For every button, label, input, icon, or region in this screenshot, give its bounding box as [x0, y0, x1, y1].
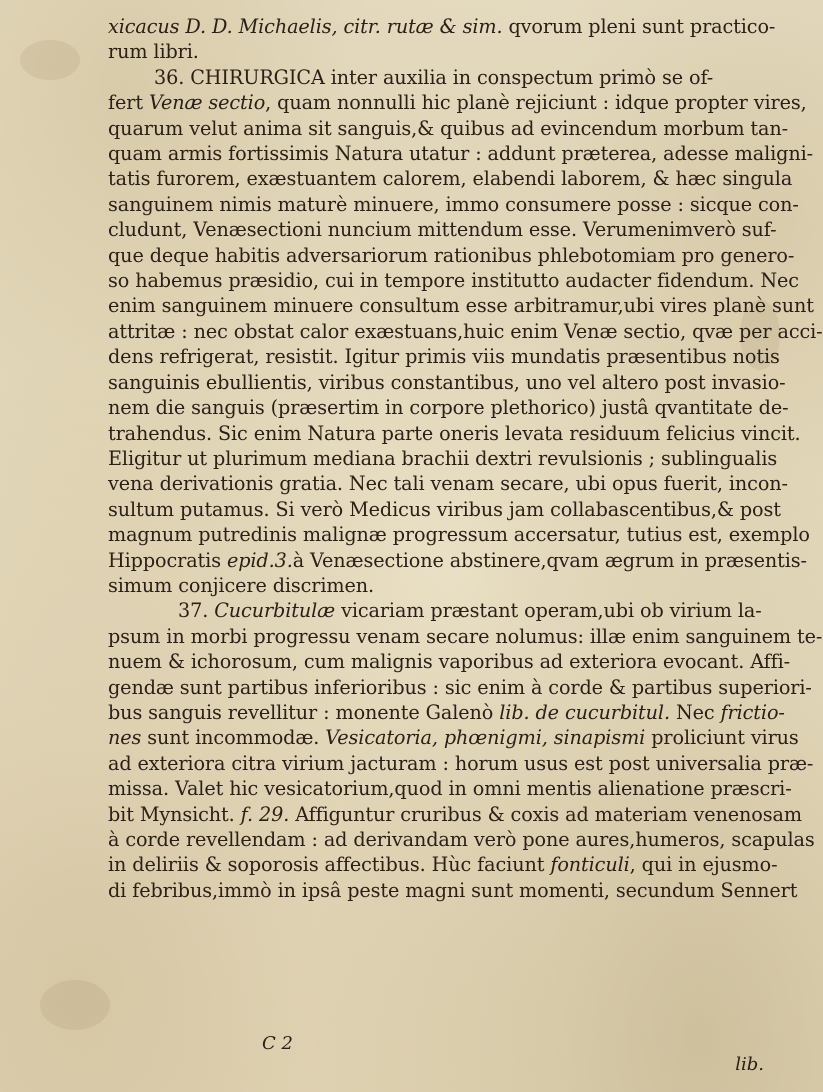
text-run: qvorum pleni sunt practico-: [502, 15, 776, 38]
text-run: rt: [780, 878, 798, 902]
body-text: [108, 14, 823, 903]
text-run: tatis furorem, exæstuantem calorem, elabendi laborem, & hæc singula: [108, 167, 793, 191]
text-line: [108, 293, 814, 318]
text-run: missa. Valet hic vesicatorium,quod in omni mentis alienatione præscri-: [108, 777, 792, 801]
text-line: [108, 878, 798, 903]
text-run: 37.: [178, 599, 215, 623]
italic-text: Vesicatoria, phœnigmi, sinapismi: [325, 726, 646, 750]
signature-mark: C 2: [262, 1033, 293, 1054]
italic-text: fonticuli: [550, 853, 630, 877]
text-run: Eligitur ut plurimum mediana brachii dextri revulsionis ; sublingualis: [108, 446, 778, 470]
text-line: [108, 725, 799, 750]
text-run: sanguinis ebullientis, viribus constantibus, uno vel altero post invasio-: [108, 370, 786, 394]
text-line: [108, 141, 814, 166]
text-line: [108, 548, 807, 573]
text-line: [108, 700, 785, 725]
text-run: bit Mynsicht.: [108, 802, 241, 826]
text-line: [108, 446, 778, 471]
text-run: di febribus,immò in ipsâ peste magni sunt momenti, secundum Senne: [108, 878, 781, 902]
text-line: [108, 90, 807, 115]
text-line: [108, 624, 823, 649]
text-line: [108, 39, 768, 64]
text-line: [108, 192, 799, 217]
text-line: [108, 116, 789, 141]
text-run: Hippocratis: [108, 548, 227, 572]
text-run: , qui in ejusmo-: [629, 853, 778, 877]
text-run: vicariam præstant operam,ubi ob virium la-: [335, 599, 762, 623]
text-line: [108, 243, 795, 268]
text-run: , quam nonnulli hic planè rejiciunt : idque propter vires,: [265, 91, 807, 115]
text-line: [108, 852, 778, 877]
text-run: sultum putamus. Si verò Medicus viribus jam collabascentibus,& post: [108, 497, 781, 521]
text-line: [108, 522, 810, 547]
text-line: [108, 319, 823, 344]
italic-text: epid.3.: [226, 548, 293, 572]
text-run: simum conjicere discrimen.: [108, 573, 375, 597]
text-run: sanguinem nimis maturè minuere, immo consumere posse : sicque con-: [108, 192, 799, 216]
text-line: [108, 166, 793, 191]
text-line: [108, 395, 789, 420]
catchword: lib.: [735, 1054, 764, 1075]
text-run: Affiguntur cruribus & coxis ad materiam venenosam: [289, 802, 802, 826]
text-line: [108, 65, 768, 90]
text-line: [108, 497, 781, 522]
text-line: [108, 14, 776, 39]
text-run: bus sanguis revellitur : monente Galenò: [108, 700, 500, 724]
text-line: [108, 675, 812, 700]
text-line: [108, 471, 788, 496]
text-run: 36. CHIRURGICA inter auxilia in conspectum primò se of-: [154, 65, 714, 89]
italic-text: lib. de cucurbitul.: [499, 700, 670, 724]
text-run: psum in morbi progressu venam secare nolumus: illæ enim sanguinem te-: [108, 624, 823, 648]
text-run: proliciunt virus: [645, 726, 799, 750]
text-run: que deque habitis adversariorum rationibus phlebotomiam pro genero-: [108, 243, 795, 267]
text-line: [108, 776, 792, 801]
text-run: ad exteriora citra virium jacturam : horum usus est post universalia præ-: [108, 751, 814, 775]
text-line: [108, 217, 777, 242]
text-run: nem die sanguis (præsertim in corpore plethorico) justâ qvantitate de-: [108, 396, 789, 420]
text-run: dens refrigerat, resistit. Igitur primis viis mundatis præsentibus notis: [108, 345, 780, 369]
italic-text: nes: [108, 726, 142, 750]
italic-text: frictio-: [720, 700, 785, 724]
text-line: [108, 751, 814, 776]
text-run: vena derivationis gratia. Nec tali venam secare, ubi opus fuerit, incon-: [108, 472, 788, 496]
text-run: cludunt, Venæsectioni nuncium mittendum esse. Verumenimverò suf-: [108, 218, 777, 242]
text-run: in deliriis & soporosis affectibus. Hùc faciunt: [108, 853, 551, 877]
text-run: fert: [108, 91, 149, 115]
text-line: [108, 421, 801, 446]
text-run: sunt incommodæ.: [141, 726, 326, 750]
italic-text: Cucurbitulæ: [214, 599, 336, 623]
text-run: quarum velut anima sit sanguis,& quibus ad evincendum morbum tan-: [108, 116, 789, 140]
paper-stain: [40, 980, 110, 1030]
text-line: [108, 802, 802, 827]
text-run: gendæ sunt partibus inferioribus : sic enim à corde & partibus superiori-: [108, 675, 812, 699]
text-line: [108, 573, 768, 598]
text-line: [108, 649, 791, 674]
text-run: enim sanguinem minuere consultum esse arbitramur,ubi vires planè sunt: [108, 294, 814, 318]
text-run: so habemus præsidio, cui in tempore institutto audacter fidendum. Nec: [108, 269, 799, 293]
text-run: quam armis fortissimis Natura utatur : addunt præterea, adesse maligni-: [108, 142, 814, 166]
text-run: à corde revellendam : ad derivandam verò pone aures,humeros, scapulas: [108, 828, 815, 851]
text-run: Nec: [669, 700, 721, 724]
text-line: [108, 598, 768, 623]
text-run: trahendus. Sic enim Natura parte oneris levata residuum felicius vincit.: [108, 421, 801, 445]
paper-stain: [20, 40, 80, 80]
italic-text: Venæ sectio: [148, 91, 266, 115]
italic-text: xicacus D. D. Michaelis, citr. rutæ & sim.: [108, 15, 503, 38]
text-run: attritæ : nec obstat calor exæstuans,huic enim Venæ sectio, qvæ per acci-: [108, 319, 823, 343]
text-line: [108, 370, 786, 395]
text-line: [108, 344, 780, 369]
text-line: [108, 268, 799, 293]
text-run: nuem & ichorosum, cum malignis vaporibus ad exteriora evocant. Affi-: [108, 650, 791, 674]
text-line: [108, 827, 815, 852]
text-run: magnum putredinis malignæ progressum accersatur, tutius est, exemplo: [108, 523, 810, 547]
text-run: rum libri.: [108, 40, 199, 64]
italic-text: f. 29.: [240, 802, 290, 826]
text-run: à Venæsectione abstinere,qvam ægrum in præsentis-: [292, 548, 807, 572]
